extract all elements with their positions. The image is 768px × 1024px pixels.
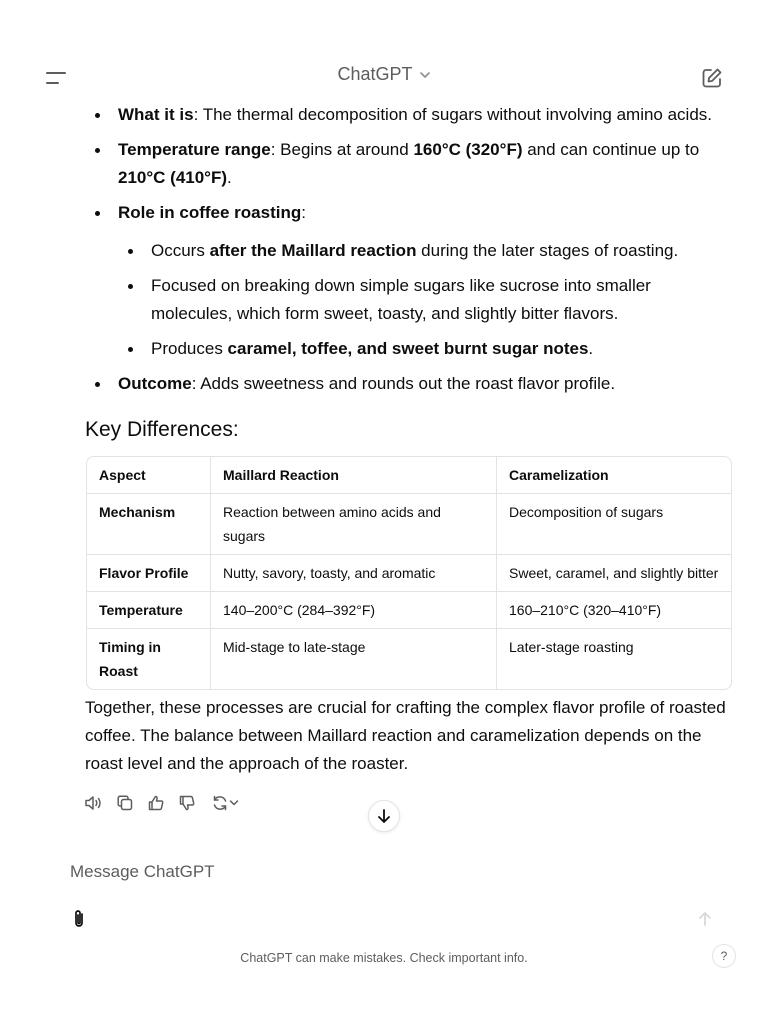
list-item: Role in coffee roasting:: [118, 199, 728, 227]
table-cell: Timing in Roast: [87, 629, 211, 689]
list-item: Outcome: Adds sweetness and rounds out the roast flavor profile.: [118, 370, 728, 398]
thumbs-down-button[interactable]: [177, 792, 197, 814]
page-title: ChatGPT: [337, 64, 413, 84]
chevron-down-icon: [419, 71, 431, 79]
table-row: [87, 629, 731, 689]
thumbs-down-icon: [178, 794, 196, 812]
regenerate-button[interactable]: [208, 792, 242, 814]
model-selector[interactable]: [337, 64, 430, 85]
table-cell: Reaction between amino acids and sugars: [211, 494, 497, 554]
chevron-down-icon: [229, 799, 239, 807]
thumbs-up-icon: [147, 794, 165, 812]
message-input[interactable]: [70, 862, 670, 882]
table-cell: Nutty, savory, toasty, and aromatic: [211, 555, 497, 591]
new-chat-icon: [701, 67, 723, 89]
speaker-icon: [84, 794, 104, 812]
regenerate-icon: [211, 794, 229, 812]
arrow-up-icon: [698, 911, 712, 927]
table-row: [87, 494, 731, 555]
table-cell: Sweet, caramel, and slightly bitter: [509, 565, 719, 581]
table-cell: Mechanism: [87, 494, 211, 554]
attach-button[interactable]: [68, 906, 90, 932]
list-item: Temperature range: Begins at around 160°C (320°F) and can continue up to 210°C (410°F).: [118, 136, 728, 192]
send-button[interactable]: [694, 908, 716, 930]
table-cell: Later-stage roasting: [509, 639, 634, 655]
disclaimer-text: ChatGPT can make mistakes. Check important info.: [240, 951, 528, 965]
table-row: [87, 555, 731, 592]
thumbs-up-button[interactable]: [146, 792, 166, 814]
list-item: What it is: The thermal decomposition of sugars without involving amino acids.: [118, 101, 728, 129]
comparison-table: [86, 456, 732, 690]
paperclip-icon: [71, 908, 87, 930]
copy-icon: [116, 794, 134, 812]
list-item: Focused on breaking down simple sugars like sucrose into smaller molecules, which form sweet, toasty, and slightly bitter flavors.: [151, 272, 736, 328]
table-cell: 160–210°C (320–410°F): [509, 602, 662, 618]
message-actions: [84, 792, 242, 814]
closing-paragraph: Together, these processes are crucial for crafting the complex flavor profile of roasted coffee. The balance between Maillard reaction and caramelization depends on the roast level and the approach of the roaster.: [85, 698, 726, 773]
new-chat-button[interactable]: [694, 62, 730, 94]
table-cell: 140–200°C (284–392°F): [211, 592, 497, 628]
table-cell: Mid-stage to late-stage: [211, 629, 497, 689]
section-heading: Key Differences:: [85, 418, 239, 441]
table-header-row: [87, 457, 731, 494]
table-header-cell: Maillard Reaction: [211, 457, 497, 493]
table-header-cell: Aspect: [87, 457, 211, 493]
arrow-down-icon: [377, 808, 391, 824]
table-cell: Flavor Profile: [87, 555, 211, 591]
help-button[interactable]: ?: [712, 944, 736, 968]
table-row: [87, 592, 731, 629]
scroll-to-bottom-button[interactable]: [368, 800, 400, 832]
table-cell: Decomposition of sugars: [509, 504, 664, 520]
copy-button[interactable]: [115, 792, 135, 814]
table-cell: Temperature: [87, 592, 211, 628]
read-aloud-button[interactable]: [84, 792, 104, 814]
top-bar: [0, 0, 768, 100]
table-header-cell: Caramelization: [509, 467, 609, 483]
list-item: Occurs after the Maillard reaction during the later stages of roasting.: [151, 237, 736, 265]
list-item: Produces caramel, toffee, and sweet burnt sugar notes.: [151, 335, 736, 363]
message-composer: [56, 852, 728, 932]
